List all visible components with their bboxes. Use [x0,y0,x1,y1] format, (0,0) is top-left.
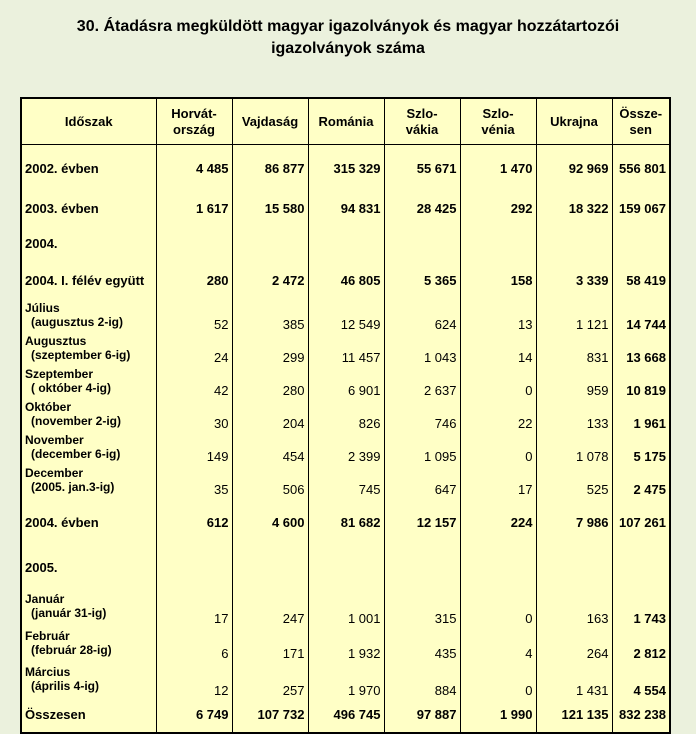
cell [232,549,308,587]
cell: 22 [460,398,536,431]
header-ro: Románia [308,98,384,145]
cell: 86 877 [232,145,308,192]
cell: 158 [460,263,536,299]
cell [612,549,670,587]
row-label-sub: (szeptember 6-ig) [31,348,131,362]
cell: 6 [156,626,232,661]
cell: 454 [232,431,308,464]
cell [460,549,536,587]
cell: 315 329 [308,145,384,192]
cell: 224 [460,497,536,549]
cell: 385 [232,299,308,332]
row-label-text: Március [25,665,71,679]
cell: 24 [156,332,232,365]
header-ua: Ukrajna [536,98,612,145]
cell [384,549,460,587]
cell: 107 261 [612,497,670,549]
row-label-sub: (december 6-ig) [31,447,121,461]
row-label-text: 2004. I. félév együtt [25,273,145,288]
cell [232,225,308,263]
cell: 14 744 [612,299,670,332]
row-label [21,698,156,733]
row-label-text: Július [25,301,60,315]
cell: 299 [232,332,308,365]
header-total: Össze- sen [612,98,670,145]
cell: 959 [536,365,612,398]
cell: 435 [384,626,460,661]
table-row [21,398,670,431]
header-si: Szlo- vénia [460,98,536,145]
cell: 163 [536,587,612,626]
cell: 1 743 [612,587,670,626]
row-label [21,145,156,192]
cell: 107 732 [232,698,308,733]
cell: 2 637 [384,365,460,398]
cell: 1 095 [384,431,460,464]
cell: 35 [156,464,232,497]
cell: 2 472 [232,263,308,299]
cell: 1 043 [384,332,460,365]
cell: 1 932 [308,626,384,661]
cell: 4 600 [232,497,308,549]
cell: 4 554 [612,661,670,698]
cell: 1 078 [536,431,612,464]
title-line-1: 30. Átadásra megküldött magyar igazolványok és magyar hozzátartozói [76,18,620,35]
header-hr: Horvát- ország [156,98,232,145]
cell: 884 [384,661,460,698]
cell: 1 617 [156,192,232,225]
table-row [21,431,670,464]
cell: 1 431 [536,661,612,698]
cell: 15 580 [232,192,308,225]
table-row [21,299,670,332]
table-row [21,549,670,587]
row-label-text: 2004. évben [25,515,99,530]
row-label [21,365,156,398]
header-vojv: Vajdaság [232,98,308,145]
cell: 3 339 [536,263,612,299]
cell: 28 425 [384,192,460,225]
cell: 647 [384,464,460,497]
cell: 12 157 [384,497,460,549]
cell: 506 [232,464,308,497]
cell: 496 745 [308,698,384,733]
table-row [21,225,670,263]
row-label [21,192,156,225]
cell [536,225,612,263]
row-label [21,497,156,549]
title-line-2: igazolványok száma [271,40,425,57]
cell: 0 [460,587,536,626]
cell: 4 [460,626,536,661]
row-label-sub: (2005. jan.3-ig) [31,480,115,494]
table-row [21,661,670,698]
row-label-text: 2002. évben [25,160,99,176]
cell: 1 121 [536,299,612,332]
cell: 204 [232,398,308,431]
row-label-text: Összesen [25,707,86,722]
cell: 81 682 [308,497,384,549]
table-row [21,192,670,225]
cell: 257 [232,661,308,698]
row-label [21,398,156,431]
cell: 171 [232,626,308,661]
cell: 247 [232,587,308,626]
row-label-sub: (augusztus 2-ig) [31,315,123,329]
row-label [21,464,156,497]
cell: 6 749 [156,698,232,733]
row-label-text: Szeptember [25,367,94,381]
row-label [21,549,156,587]
cell: 1 970 [308,661,384,698]
cell: 2 399 [308,431,384,464]
cell: 11 457 [308,332,384,365]
row-label [21,225,156,263]
header-sk: Szlo- vákia [384,98,460,145]
cell: 42 [156,365,232,398]
row-label-text: 2003. évben [25,200,99,216]
table-row [21,626,670,661]
cell: 0 [460,431,536,464]
row-label-text: December [25,466,84,480]
cell: 17 [460,464,536,497]
cell: 7 986 [536,497,612,549]
cell: 1 961 [612,398,670,431]
table-row [21,698,670,733]
cell: 0 [460,365,536,398]
cell: 14 [460,332,536,365]
cell: 2 812 [612,626,670,661]
table-row [21,332,670,365]
row-label-sub: ( október 4-ig) [31,381,111,395]
row-label-text: November [25,433,84,447]
cell: 55 671 [384,145,460,192]
cell: 624 [384,299,460,332]
cell: 17 [156,587,232,626]
cell [156,549,232,587]
cell: 1 470 [460,145,536,192]
cell: 12 [156,661,232,698]
row-label [21,299,156,332]
cell: 745 [308,464,384,497]
cell: 831 [536,332,612,365]
table-row [21,464,670,497]
cell: 2 475 [612,464,670,497]
row-label-text: 2005. [25,560,58,575]
cell: 280 [156,263,232,299]
cell: 826 [308,398,384,431]
row-label-sub: (január 31-ig) [31,606,107,620]
cell: 52 [156,299,232,332]
row-label [21,332,156,365]
cell: 13 [460,299,536,332]
row-label-sub: (április 4-ig) [31,679,100,693]
cell: 315 [384,587,460,626]
cell: 746 [384,398,460,431]
cell: 13 668 [612,332,670,365]
cell: 1 990 [460,698,536,733]
cell: 612 [156,497,232,549]
cell: 0 [460,661,536,698]
cell [308,225,384,263]
row-label [21,587,156,626]
cell [384,225,460,263]
table-row [21,263,670,299]
row-label-text: Augusztus [25,334,87,348]
cell [308,549,384,587]
table-row [21,365,670,398]
row-label [21,626,156,661]
table-row [21,587,670,626]
row-label [21,661,156,698]
table-row [21,497,670,549]
table-row [21,145,670,192]
cell: 97 887 [384,698,460,733]
cell [156,225,232,263]
cell: 159 067 [612,192,670,225]
cell [460,225,536,263]
cell: 5 365 [384,263,460,299]
cell: 280 [232,365,308,398]
header-period: Időszak [21,98,156,145]
row-label [21,263,156,299]
data-table [20,97,671,734]
cell: 832 238 [612,698,670,733]
cell: 58 419 [612,263,670,299]
page-title [0,16,696,60]
cell [612,225,670,263]
cell: 18 322 [536,192,612,225]
cell: 133 [536,398,612,431]
cell: 10 819 [612,365,670,398]
cell: 556 801 [612,145,670,192]
cell [536,549,612,587]
row-label-text: 2004. [25,236,58,251]
cell: 1 001 [308,587,384,626]
row-label-text: Október [25,400,72,414]
row-label-text: Február [25,629,70,643]
cell: 46 805 [308,263,384,299]
row-label [21,431,156,464]
cell: 264 [536,626,612,661]
header-row [21,98,670,145]
row-label-sub: (november 2-ig) [31,414,122,428]
cell: 30 [156,398,232,431]
cell: 4 485 [156,145,232,192]
cell: 292 [460,192,536,225]
row-label-sub: (február 28-ig) [31,643,112,657]
cell: 525 [536,464,612,497]
cell: 12 549 [308,299,384,332]
cell: 92 969 [536,145,612,192]
cell: 6 901 [308,365,384,398]
cell: 5 175 [612,431,670,464]
cell: 94 831 [308,192,384,225]
cell: 121 135 [536,698,612,733]
cell: 149 [156,431,232,464]
row-label-text: Január [25,592,65,606]
